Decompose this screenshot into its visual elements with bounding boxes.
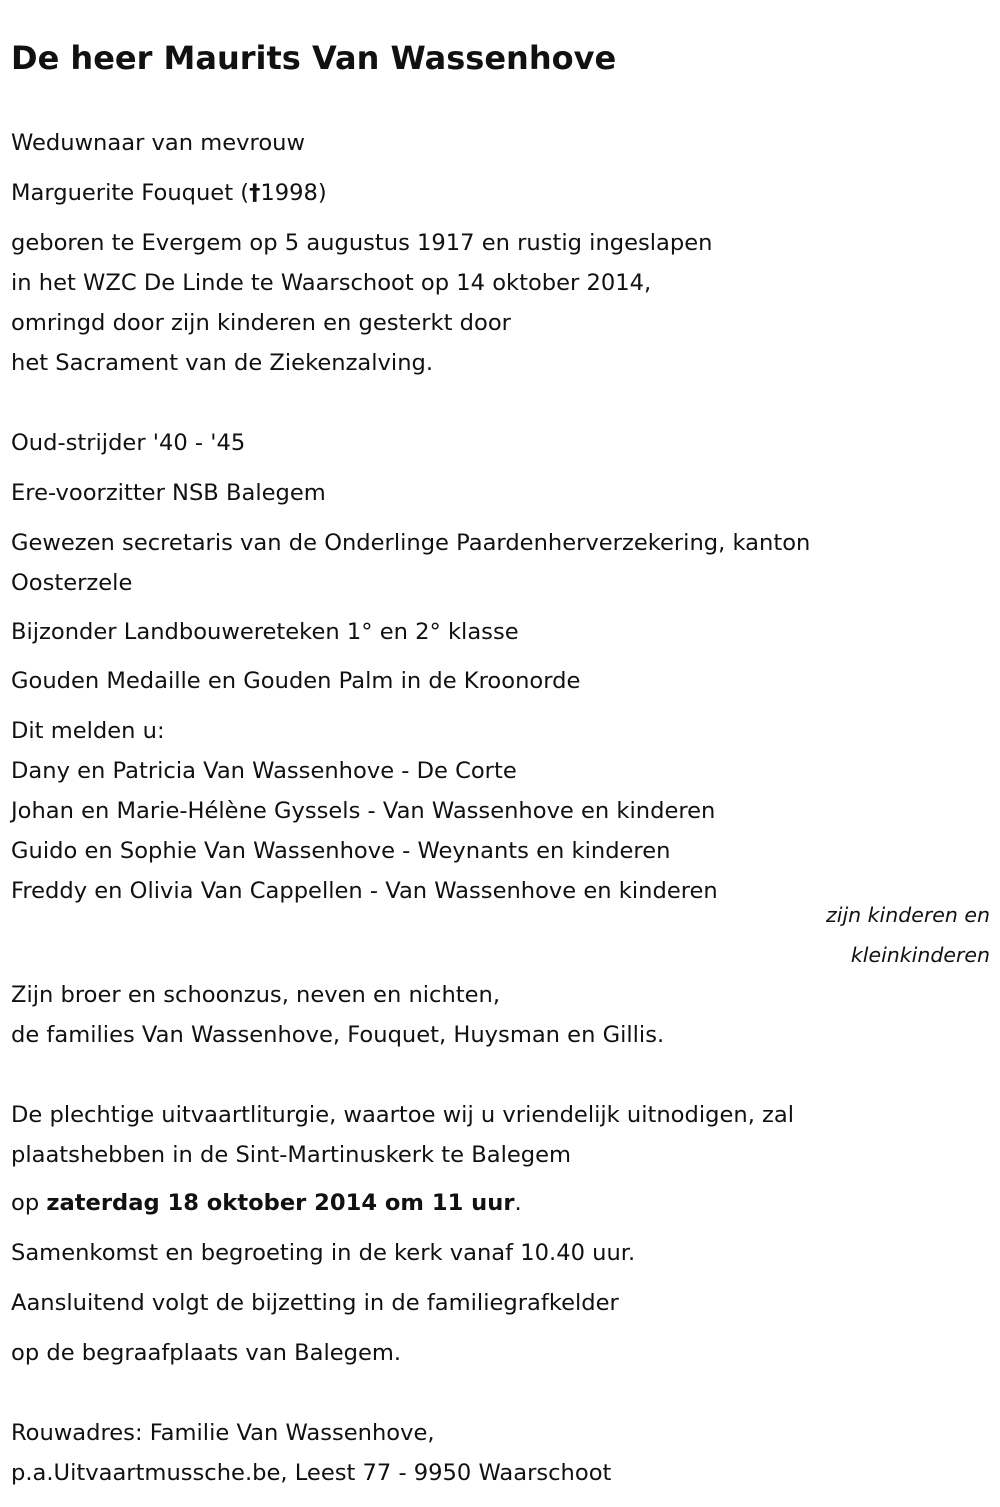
date-prefix: op (11, 1190, 47, 1216)
page-title: De heer Maurits Van Wassenhove (11, 39, 617, 77)
title-line: Gouden Medaille en Gouden Palm in de Kroonorde (11, 668, 581, 694)
funeral-date-line (11, 1183, 522, 1223)
funeral-line: plaatshebben in de Sint-Martinuskerk te Balegem (11, 1142, 572, 1168)
title-line: Ere-voorzitter NSB Balegem (11, 480, 326, 506)
relatives-line: de families Van Wassenhove, Fouquet, Huysman en Gillis. (11, 1022, 665, 1048)
address-line: p.a.Uitvaartmussche.be, Leest 77 - 9950 Waarschoot (11, 1460, 612, 1486)
family-line: Johan en Marie-Hélène Gyssels - Van Wassenhove en kinderen (11, 798, 716, 824)
gathering-line: Samenkomst en begroeting in de kerk vanaf 10.40 uur. (11, 1240, 636, 1266)
title-line: Gewezen secretaris van de Onderlinge Paardenherverzekering, kanton (11, 530, 811, 556)
announcers-heading: Dit melden u: (11, 718, 165, 744)
title-line: Oosterzele (11, 570, 133, 596)
life-line: omringd door zijn kinderen en gesterkt door (11, 310, 511, 336)
family-line: Freddy en Olivia Van Cappellen - Van Wassenhove en kinderen (11, 878, 718, 904)
title-line: Oud-strijder '40 - '45 (11, 430, 246, 456)
spouse-year: 1998) (260, 180, 327, 206)
life-line: geboren te Evergem op 5 augustus 1917 en rustig ingeslapen (11, 230, 713, 256)
caption-children: zijn kinderen en (826, 903, 990, 927)
life-line: het Sacrament van de Ziekenzalving. (11, 350, 434, 376)
title-line: Bijzonder Landbouwereteken 1° en 2° klasse (11, 619, 519, 645)
burial-line: op de begraafplaats van Balegem. (11, 1340, 402, 1366)
widower-line: Weduwnaar van mevrouw (11, 130, 305, 156)
spouse-name: Marguerite Fouquet ( (11, 180, 250, 206)
relatives-line: Zijn broer en schoonzus, neven en nichten, (11, 982, 501, 1008)
address-line: Rouwadres: Familie Van Wassenhove, (11, 1420, 435, 1446)
family-line: Dany en Patricia Van Wassenhove - De Corte (11, 758, 517, 784)
date-suffix: . (514, 1190, 522, 1216)
spouse-line (11, 173, 327, 213)
funeral-line: De plechtige uitvaartliturgie, waartoe wij u vriendelijk uitnodigen, zal (11, 1102, 795, 1128)
life-line: in het WZC De Linde te Waarschoot op 14 oktober 2014, (11, 270, 652, 296)
cross-icon: † (249, 180, 261, 206)
family-line: Guido en Sophie Van Wassenhove - Weynants en kinderen (11, 838, 671, 864)
caption-grandchildren: kleinkinderen (850, 943, 990, 967)
funeral-date: zaterdag 18 oktober 2014 om 11 uur (46, 1190, 515, 1216)
burial-line: Aansluitend volgt de bijzetting in de familiegrafkelder (11, 1290, 619, 1316)
